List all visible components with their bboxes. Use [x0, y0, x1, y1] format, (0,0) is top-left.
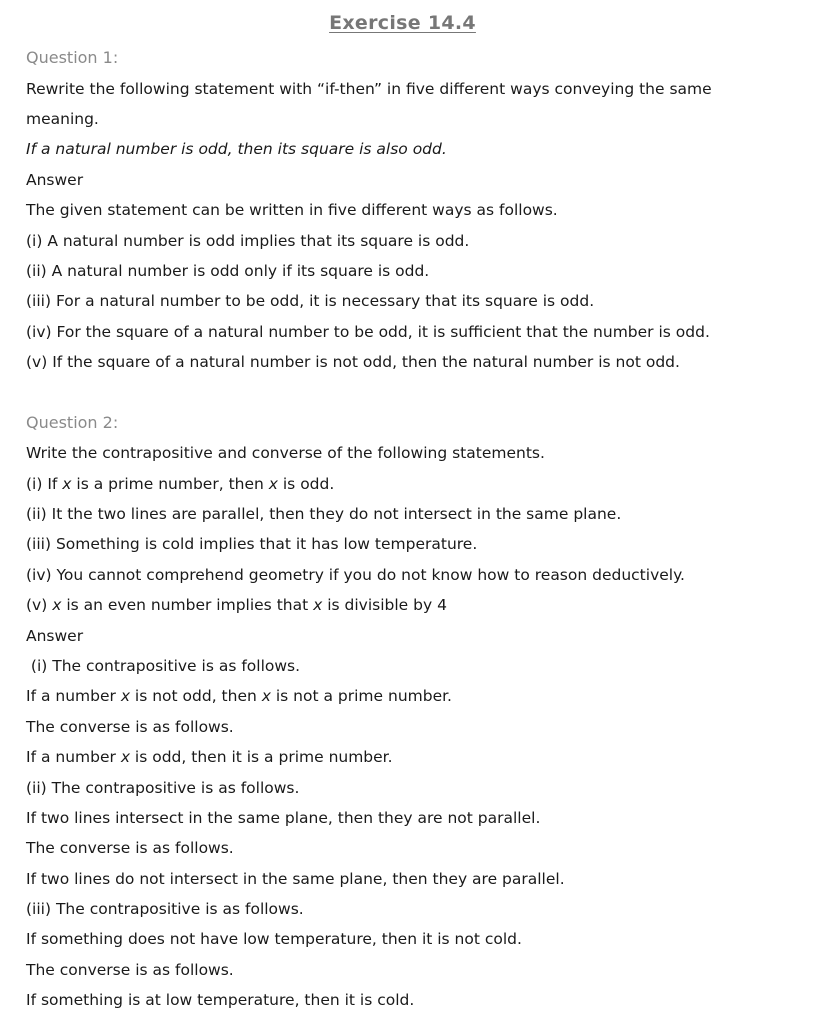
question-2-statement-1 [26, 474, 334, 494]
question-1-answer-intro: The given statement can be written in five different ways as follows. [26, 201, 558, 219]
question-2-statement-5 [26, 595, 447, 615]
answer-1-converse-label: The converse is as follows. [26, 718, 234, 736]
answer-2-converse-label: The converse is as follows. [26, 839, 234, 857]
variable-x: x [261, 687, 271, 705]
question-1-answer-item: (i) A natural number is odd implies that its square is odd. [26, 232, 470, 250]
text-segment: is not odd, then [130, 687, 262, 705]
question-1-statement: If a natural number is odd, then its square is also odd. [26, 140, 447, 158]
answer-3-contrapositive-label: (iii) The contrapositive is as follows. [26, 900, 304, 918]
question-1-prompt-line-1: Rewrite the following statement with “if-then” in five different ways conveying the same [26, 80, 712, 98]
text-segment: is odd, then it is a prime number. [130, 748, 393, 766]
answer-2-converse: If two lines do not intersect in the same plane, then they are parallel. [26, 870, 565, 888]
question-1-heading: Question 1: [26, 48, 119, 67]
question-2-prompt: Write the contrapositive and converse of the following statements. [26, 444, 545, 462]
variable-x: x [120, 687, 130, 705]
text-segment: is not a prime number. [270, 687, 452, 705]
question-2-statement-2: (ii) It the two lines are parallel, then they do not intersect in the same plane. [26, 505, 622, 523]
question-2-answer-label: Answer [26, 627, 84, 645]
answer-2-contrapositive: If two lines intersect in the same plane, then they are not parallel. [26, 809, 541, 827]
page-title: Exercise 14.4 [329, 12, 476, 34]
question-2-statement-4: (iv) You cannot comprehend geometry if you do not know how to reason deductively. [26, 566, 685, 584]
answer-3-contrapositive: If something does not have low temperature, then it is not cold. [26, 930, 522, 948]
question-2-statement-3: (iii) Something is cold implies that it has low temperature. [26, 535, 478, 553]
question-1-answer-item: (iii) For a natural number to be odd, it is necessary that its square is odd. [26, 292, 595, 310]
text-segment: is an even number implies that [61, 596, 314, 614]
text-segment: (v) [26, 596, 53, 614]
question-1-prompt-line-2: meaning. [26, 110, 99, 128]
question-1-answer-item: (ii) A natural number is odd only if its square is odd. [26, 262, 430, 280]
text-segment: If a number [26, 748, 121, 766]
question-1-answer-label: Answer [26, 171, 84, 189]
answer-1-contrapositive [26, 686, 452, 706]
variable-x: x [268, 475, 278, 493]
answer-1-converse [26, 747, 393, 767]
variable-x: x [52, 596, 62, 614]
question-2-heading: Question 2: [26, 413, 119, 432]
text-segment: is odd. [277, 475, 335, 493]
text-segment: If a number [26, 687, 121, 705]
answer-1-contrapositive-label: (i) The contrapositive is as follows. [26, 657, 301, 675]
answer-2-contrapositive-label: (ii) The contrapositive is as follows. [26, 779, 300, 797]
variable-x: x [120, 748, 130, 766]
variable-x: x [62, 475, 72, 493]
variable-x: x [313, 596, 323, 614]
question-1-answer-item: (v) If the square of a natural number is not odd, then the natural number is not odd. [26, 353, 680, 371]
answer-3-converse: If something is at low temperature, then it is cold. [26, 991, 415, 1009]
text-segment: (i) If [26, 475, 63, 493]
text-segment: is a prime number, then [71, 475, 269, 493]
question-1-answer-item: (iv) For the square of a natural number to be odd, it is sufficient that the number is odd. [26, 323, 710, 341]
text-segment: is divisible by 4 [322, 596, 447, 614]
answer-3-converse-label: The converse is as follows. [26, 961, 234, 979]
